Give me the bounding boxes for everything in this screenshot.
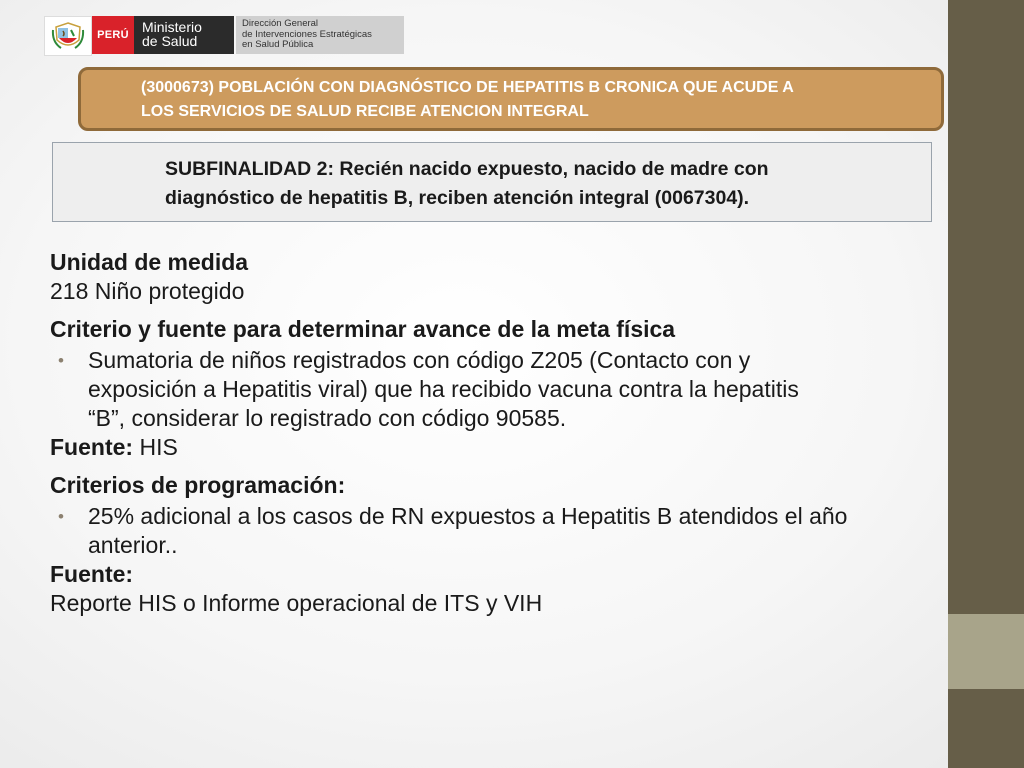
- subfinalidad-box: [52, 142, 932, 222]
- direction-logo: [236, 16, 404, 54]
- fuente-label: Fuente:: [50, 434, 134, 460]
- slide-body: [50, 248, 940, 618]
- programacion-bullet-line-1: 25% adicional a los casos de RN expuestos a Hepatitis B atendidos el año: [88, 503, 848, 529]
- program-title-line-2: LOS SERVICIOS DE SALUD RECIBE ATENCION INTEGRAL: [141, 103, 589, 120]
- fuente-value: HIS: [133, 434, 178, 460]
- subfinalidad-line-1: SUBFINALIDAD 2: Recién nacido expuesto, nacido de madre con: [165, 158, 769, 180]
- peru-label: PERÚ: [92, 16, 134, 54]
- programacion-bullet: [50, 502, 940, 560]
- unidad-value: 218 Niño protegido: [50, 278, 245, 304]
- fuente2-value: Reporte HIS o Informe operacional de ITS y VIH: [50, 590, 543, 616]
- peru-coat-of-arms-icon: [44, 16, 92, 56]
- right-bar-accent: [948, 614, 1024, 689]
- bullet-marker: •: [58, 351, 64, 370]
- bullet-marker: •: [58, 507, 64, 526]
- criterio-bullet: [50, 346, 940, 433]
- fuente2-label: Fuente:: [50, 561, 134, 587]
- government-logo-header: [44, 16, 404, 54]
- criterio-bullet-line-2: exposición a Hepatitis viral) que ha recibido vacuna contra la hepatitis: [88, 376, 799, 402]
- ministry-line-2: de Salud: [142, 33, 198, 49]
- program-title-line-1: (3000673) POBLACIÓN CON DIAGNÓSTICO DE HEPATITIS B CRONICA QUE ACUDE A: [141, 79, 794, 96]
- direction-line-1: Dirección General: [242, 18, 319, 29]
- unidad-heading: Unidad de medida: [50, 249, 249, 275]
- fuente-row: [50, 433, 940, 462]
- subfinalidad-line-2: diagnóstico de hepatitis B, reciben atención integral (0067304).: [165, 187, 750, 209]
- criterio-heading: Criterio y fuente para determinar avance de la meta física: [50, 316, 676, 342]
- direction-line-2: de Intervenciones Estratégicas: [242, 28, 372, 40]
- ministry-line-1: Ministerio: [142, 19, 202, 35]
- criterio-bullet-line-3: “B”, considerar lo registrado con código 90585.: [88, 405, 567, 431]
- direction-line-3: en Salud Pública: [242, 39, 314, 50]
- programacion-heading: Criterios de programación:: [50, 472, 346, 498]
- program-title-banner: [78, 67, 944, 131]
- ministry-logo: [134, 16, 234, 54]
- programacion-bullet-line-2: anterior..: [88, 532, 178, 558]
- criterio-bullet-line-1: Sumatoria de niños registrados con código Z205 (Contacto con y: [88, 347, 751, 373]
